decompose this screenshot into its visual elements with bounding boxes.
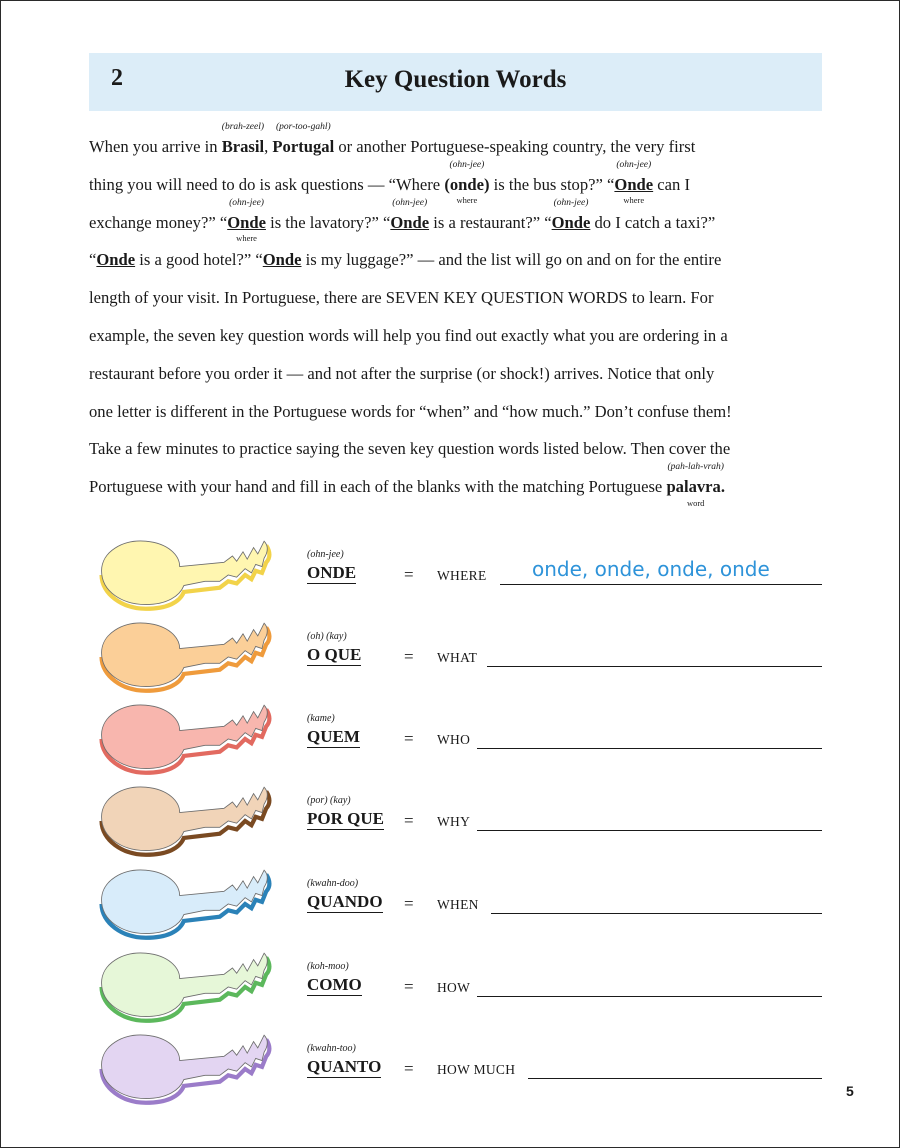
- pronunciation: (kwahn-too): [307, 1043, 356, 1054]
- english-word: WHO: [437, 732, 471, 747]
- page-number: 5: [846, 1083, 854, 1099]
- word: Onde: [390, 212, 430, 232]
- key-word-row: [0, 615, 900, 697]
- english-word: HOW MUCH: [437, 1062, 516, 1077]
- translation: word: [686, 497, 705, 508]
- word: (onde): [444, 174, 490, 194]
- key-word-row: [0, 862, 900, 944]
- portuguese-word: O QUE: [307, 645, 362, 664]
- portuguese-word: COMO: [307, 975, 362, 994]
- pronunciation: (ohn-jee): [616, 159, 652, 170]
- key-icon: [86, 537, 286, 613]
- intro-line: restaurant before you order it — and not after the surprise (or shock!) arrives. Notice that only: [89, 363, 715, 383]
- text: can I: [653, 174, 690, 194]
- pronunciation: (ohn-jee): [553, 197, 589, 208]
- key-word-row: [0, 779, 900, 861]
- pronunciation: (por-too-gahl): [275, 122, 331, 132]
- key-icon: [86, 701, 286, 777]
- key-word-row: [0, 697, 900, 779]
- word-onde: [614, 159, 654, 206]
- handwritten-answer: onde, onde, onde, onde: [532, 557, 770, 581]
- pronunciation: (kame): [307, 713, 335, 724]
- answer-blank[interactable]: [500, 584, 822, 585]
- translation: where: [623, 195, 645, 206]
- key-word-row: [0, 945, 900, 1027]
- chapter-title: Key Question Words: [344, 66, 567, 93]
- pronunciation: (pah-lah-vrah): [667, 462, 724, 473]
- translation: where: [456, 195, 478, 206]
- pronunciation: (ohn-jee): [307, 549, 344, 560]
- answer-blank[interactable]: [477, 830, 822, 831]
- intro-line: length of your visit. In Portuguese, there are SEVEN KEY QUESTION WORDS to learn. For: [89, 288, 714, 308]
- portuguese-word: ONDE: [307, 563, 357, 582]
- english-word: WHEN: [437, 897, 479, 912]
- pronunciation: (ohn-jee): [229, 197, 264, 208]
- key-icon: [86, 949, 286, 1025]
- key-icon: [86, 866, 286, 942]
- equals-sign: =: [404, 565, 414, 584]
- answer-blank[interactable]: [477, 748, 822, 749]
- pronunciation: (ohn-jee): [449, 159, 485, 170]
- text: Portuguese with your hand and fill in each of the blanks with the matching Portuguese: [89, 477, 667, 497]
- answer-blank[interactable]: [491, 913, 822, 914]
- equals-sign: =: [404, 894, 414, 913]
- text: thing you will need to do is ask questions — “Where: [89, 174, 445, 194]
- word-onde: [444, 159, 490, 206]
- pronunciation: (oh) (kay): [307, 631, 347, 642]
- key-icon: [86, 783, 286, 859]
- portuguese-word: QUANTO: [307, 1057, 382, 1076]
- pronunciation: (koh-moo): [307, 961, 349, 972]
- text: When you arrive in: [89, 137, 222, 156]
- portuguese-word: QUEM: [307, 727, 360, 746]
- word: palavra.: [666, 477, 725, 497]
- portuguese-word: POR QUE: [307, 809, 384, 828]
- key-icon: [86, 619, 286, 695]
- text: is the bus stop?” “: [489, 174, 615, 194]
- key-word-row: [0, 533, 900, 615]
- intro-line: example, the seven key question words will help you find out exactly what you are ordering in a: [89, 325, 728, 345]
- intro-line: one letter is different in the Portuguese words for “when” and “how much.” Don’t confuse them!: [89, 401, 732, 421]
- word-onde: [390, 197, 430, 232]
- intro-line: [89, 462, 822, 508]
- word: Brasil: [221, 137, 265, 156]
- equals-sign: =: [404, 729, 414, 748]
- key-icon: [86, 1031, 286, 1107]
- equals-sign: =: [404, 977, 414, 996]
- pronunciation: (kwahn-doo): [307, 878, 359, 889]
- key-word-row: [0, 1027, 900, 1109]
- intro-paragraph: [89, 122, 822, 508]
- word-portugal: [272, 122, 335, 156]
- text: exchange money?” “: [89, 212, 228, 232]
- text: “: [89, 250, 97, 270]
- intro-line: [89, 241, 822, 279]
- word: Onde: [262, 250, 302, 270]
- english-word: WHERE: [437, 568, 487, 583]
- word-onde: [227, 197, 266, 244]
- word: Onde: [551, 212, 591, 232]
- portuguese-word: QUANDO: [307, 892, 383, 911]
- equals-sign: =: [404, 811, 414, 830]
- text: is the lavatory?” “: [265, 212, 391, 232]
- pronunciation: (brah-zeel): [221, 122, 265, 132]
- english-word: HOW: [437, 980, 471, 995]
- chapter-number: 2: [111, 65, 123, 91]
- text: or another Portuguese-speaking country, the very first: [334, 137, 696, 156]
- word-palavra: [666, 462, 725, 508]
- equals-sign: =: [404, 1059, 414, 1078]
- word: Portugal: [272, 137, 335, 156]
- intro-line: [89, 197, 822, 244]
- english-word: WHY: [437, 814, 471, 829]
- answer-blank[interactable]: [528, 1078, 822, 1079]
- intro-line: [89, 159, 822, 206]
- word-brasil: [221, 122, 265, 156]
- chapter-header: [89, 53, 822, 111]
- pronunciation: (por) (kay): [307, 795, 351, 806]
- pronunciation: (ohn-jee): [392, 197, 428, 208]
- text: is a restaurant?” “: [429, 212, 552, 232]
- equals-sign: =: [404, 647, 414, 666]
- text: ,: [264, 137, 273, 156]
- text: is my luggage?” — and the list will go on and on for the entire: [301, 250, 722, 270]
- translation: where: [236, 233, 257, 244]
- word: Onde: [227, 212, 266, 232]
- word-onde: [551, 197, 591, 232]
- english-word: WHAT: [437, 650, 478, 665]
- word: Onde: [614, 174, 654, 194]
- text: do I catch a taxi?”: [590, 212, 716, 232]
- word: Onde: [96, 250, 136, 270]
- text: is a good hotel?” “: [135, 250, 263, 270]
- answer-blank[interactable]: [487, 666, 822, 667]
- answer-blank[interactable]: [477, 996, 822, 997]
- intro-line: Take a few minutes to practice saying the seven key question words listed below. Then cover the: [89, 439, 731, 459]
